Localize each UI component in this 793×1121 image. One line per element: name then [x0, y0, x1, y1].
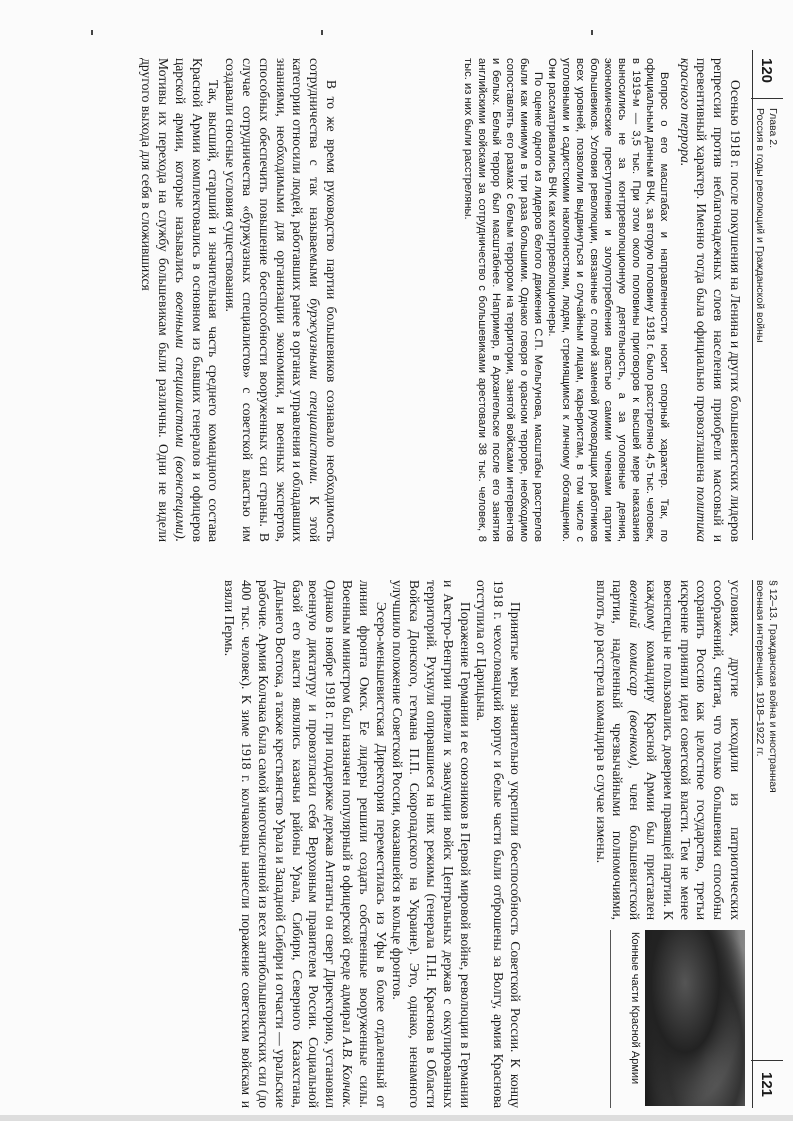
- running-head-chapter-title: Россия в годы революций и Гражданской войны: [754, 108, 766, 343]
- paragraph-kolchak: Эсеро-меньшевистская Директория переместилась из Уфы в более отдаленный от линии фронта Омск. Ее лидеры решили создать собственные вооруженные силы. Военным министром был назначен популярный в офицерской среде адмирал А.В. Колчак. Однако в ноябре 1918 г. при поддержке держав Антанты он сверг Директорию, установил военную диктатуру и провозгласил себя Верховным правителем России. Социальной базой его власти являлись казачьи районы Урала, Сибири, Северного Казахстана, Дальнего Востока, а также крестьянство Урала и Западной Сибири и отчасти — уральские рабочие. Армия Колчака была самой многочисленной из всех антибольшевистских сил (до 400 тыс. человек). К зиме 1918 г. колчаковцы нанесли поражение советским войскам и взяли Пермь.: [222, 580, 389, 1108]
- caption-rule: [610, 930, 611, 1108]
- page-left: [0, 0, 793, 560]
- text-beside-photo: [592, 580, 743, 920]
- page-right: [0, 560, 793, 1121]
- header-rule-left: [752, 50, 753, 540]
- box-paragraph-2: По оценке одного из лидеров белого движения С.П. Мельгунова, масштабы расстрелов были как минимум в три раза большими. Однако говоря о красном терроре, необходимо сопоставлять его размах с белым террором на территории, занятой войсками интервентов и белых. Белый террор был масштабнее. Например, в Архангельске после его занятия английскими войсками за сотрудничество с большевиками арестовали 38 тыс. человек, 8 тыс. из них были расстреляны.: [462, 58, 544, 542]
- running-head-section-title: военная интервенция. 1918–1922 гг.: [754, 580, 766, 757]
- running-head-right: [753, 580, 779, 793]
- header-separator-right: [751, 1060, 783, 1061]
- page-number-right: 121: [758, 1072, 775, 1098]
- page-number-left: 120: [758, 58, 775, 84]
- header-separator-left: [751, 98, 783, 99]
- box-paragraph-1: Вопрос о его масштабах и направленности носит спорный характер. Так, по официальным данным ВЧК, за вторую половину 1918 г. было расстреляно 4,5 тыс. человек, в 1919-м — 3,5 тыс. При этом около половины приговоров к высшей мере наказания выносились не за контрреволюционную деятельность, а за уголовные деяния, экономические преступления и злоупотребления властью самими членами партии большевиков. Условия революции, связанные с полной заменой руководящих работников всех уровней, позволили выдвинуться и случайным лицам, карьеристам, в том числе с уголовными и садистскими наклонностями, людям, стремящимся к личному обогащению. Они рассматривались ВЧК как контрреволюционеры.: [546, 58, 670, 542]
- running-head-chapter: Глава 2.: [767, 108, 779, 149]
- main-text-left: [137, 58, 339, 542]
- paragraph-bourgeois-specialists: В то же время руководство партии большевиков сознавало необходимость сотрудничества с так называемыми буржуазными специалистами. К этой категории относили людей, работавших ранее в органах управления и обладавших знаниями, необходимыми для организации экономики, и военных экспертов, способных обеспечить повышение боеспособности вооруженных сил страны. В случае сотрудничества «буржуазных специалистов» с советской властью им создавали сносные условия существования.: [223, 58, 339, 543]
- cavalry-photo: [645, 930, 745, 1106]
- photo-caption: Конные части Красной Армии: [629, 932, 641, 1085]
- running-head-left: [753, 108, 779, 343]
- term-military-specialists: военными специалистами (военспецами).: [172, 291, 188, 542]
- scan-mark: [321, 30, 323, 35]
- term-red-terror: политика красного террора.: [677, 58, 710, 542]
- term-military-commissar: военный комиссар (военком),: [627, 580, 643, 769]
- header-rule-right: [752, 580, 753, 1108]
- running-head-section: § 12–13. Гражданская война и иностранная: [767, 580, 779, 793]
- intro-text: [676, 58, 743, 542]
- term-kolchak: А.В. Колчак.: [340, 1036, 356, 1108]
- paragraph-combat-readiness: Принятые меры значительно укрепили боеспособность Советской России. К концу 1918 г. чехословацкий корпус и белые части были отброшены за Волгу, армия Краснова отступила от Царицына.: [474, 580, 523, 1108]
- main-text-right: [221, 580, 523, 1108]
- scan-edge: [0, 1115, 793, 1121]
- scan-mark: [91, 30, 93, 35]
- paragraph-commissars: условиях, другие исходили из патриотических соображений, считая, что только большевики способны сохранить Россию как целостное государство, третьи искренне приняли идеи советской власти. Тем не менее военспецы не пользовались доверием правящей партии. К каждому командиру Красной Армии был приставлен военный комиссар (военком), член большевистской партии, наделенный чрезвычайными полномочиями, вплоть до расстрела командира в случае измены.: [593, 580, 743, 920]
- scan-mark: [591, 30, 593, 35]
- sidebar-box: [461, 58, 671, 542]
- paragraph-military-specialists: Так, высший, старший и значительная часть среднего командного состава Красной Армии комплектовались в основном из бывших генералов и офицеров царской армии, которые назывались военными специалистами (военспецами). Мотивы их перехода на службу большевикам были различны. Одни не видели другого выхода для себя в сложившихся: [139, 58, 222, 542]
- intro-paragraph: Осенью 1918 г. после покушения на Ленина и других большевистских лидеров репрессии против неблагонадежных слоев населения приобрели массовый и превентивный характер. Именно тогда была официально провозглашена политика красного террора.: [677, 58, 743, 542]
- paragraph-germany-defeat: Поражение Германии и ее союзников в Первой мировой войне, революции в Германии и Австро-Венгрии привели к эвакуации войск Центральных держав с оккупированных территорий. Рухнули опиравшиеся на них режимы (генерала П.Н. Краснова в Области Войска Донского, гетмана П.П. Скоропадского на Украине). Это, однако, ненамного улучшило положение Советской России, оказавшейся в кольце фронтов.: [390, 580, 473, 1108]
- term-bourgeois-specialists: буржуазными специалистами.: [307, 298, 323, 485]
